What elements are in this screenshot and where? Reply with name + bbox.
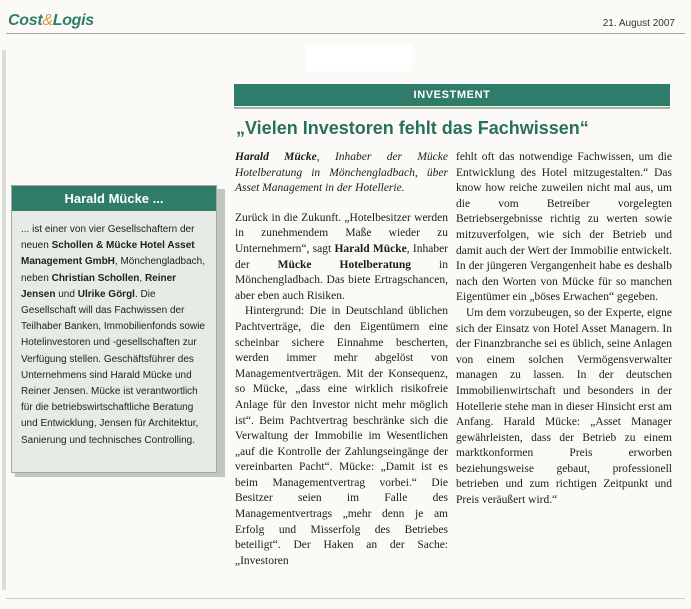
sidebar-title: Harald Mücke ... [12, 186, 216, 211]
banner-underline [234, 107, 670, 109]
article-column-2 [456, 150, 672, 509]
text-run: , [139, 272, 145, 284]
page-edge-shadow [2, 50, 6, 590]
bold-name-run: Christian Schollen [51, 272, 140, 284]
article-column-1 [235, 150, 448, 569]
article-lead [235, 150, 448, 197]
redaction-box [306, 45, 412, 71]
column-1-body [235, 211, 448, 570]
publication-logo [8, 12, 94, 30]
text-run: und [55, 288, 78, 300]
article-paragraph [235, 304, 448, 569]
issue-date: 21. August 2007 [602, 18, 675, 29]
bold-name-run: Ulrike Görgl [77, 288, 135, 300]
text-run: , Inhaber der [235, 242, 448, 271]
text-run: in Mönchengladbach. Das biete Ertragschancen, aber eben auch Risiken. [235, 258, 448, 302]
bold-name-run: Reiner Jensen [21, 272, 177, 300]
sidebar-text [21, 222, 211, 449]
text-run: Zurück in die Zukunft. „Hotelbesitzer werden in zunehmendem Maße wieder zu Unternehmern“, sagt [235, 211, 448, 255]
section-banner: INVESTMENT [234, 84, 670, 106]
text-run: , Mönchengladbach, neben [21, 256, 205, 284]
article-headline: „Vielen Investoren fehlt das Fachwissen“ [236, 118, 589, 138]
header-divider [6, 33, 685, 34]
bold-name-run: Harald Mücke [334, 242, 407, 255]
text-run: Hintergrund: Die in Deutschland üblichen Pachtverträge, die den Eigentümern eine scheinbar sichere Einnahme bescherten, werden immer mehr abgelöst von Managementverträgen. Mit der Konsequenz, so Mücke, „dass eine wirklich risikofreie Anlage für den Investor nicht mehr möglich ist“. Beim Pachtvertrag beschränke sich die Verwaltung der Immobilie im Wesentlichen „auf die Kontrolle der Zahlungseingänge der vereinbarten Pacht“. Mücke: „Damit ist es beim Managementvertrag vorbei.“ Die Besitzer seien im Falle des Managementvertrags „mehr denn je am Erfolg und Misserfolg des Betriebes beteiligt“. Der Haken an der Sache: „Investoren [235, 305, 448, 567]
profile-sidebar [11, 185, 217, 473]
logo-part-logis: Logis [52, 12, 94, 29]
logo-ampersand: & [42, 12, 53, 29]
text-run: . Die Gesellschaft will das Fachwissen der Teilhaber Banken, Immobilienfonds sowie Hotelinvestoren und -gesellschaften zur Verfügung stellen. Geschäftsführer des Unternehmens sind Harald Mücke und Reiner Jensen. Mücke ist verantwortlich für die betriebswirtschaftliche Beratung und Entwicklung, Jensen für Architektur, Sanierung und technisches Controlling. [21, 288, 205, 446]
bold-name-run: Harald Mücke [235, 151, 317, 163]
text-run: , Inhaber der Mücke Hotelberatung in Mönchengladbach, über Asset Management in der Hotellerie. [235, 151, 448, 195]
logo-part-cost: Cost [8, 12, 43, 29]
bold-name-run: Schollen & Mücke Hotel Asset Management GmbH [21, 240, 195, 268]
article-paragraph: Um dem vorzubeugen, so der Experte, eigne sich der Einsatz von Hotel Asset Managern. In der Finanzbranche sei es üblich, seine Anlagen von einem solchen Vermögensverwalter managen zu lassen. In der deutschen Immobilienwirtschaft und besonders in der Hotellerie stehe man in dieser Hinsicht erst am Anfang. Harald Mücke: „Asset Manager gewährleisten, dass der Betrieb zu einem marktkonformen Preis erworben beziehungsweise gebaut, professionell betrieben und zum richtigen Zeitpunkt und Preis veräußert wird.“ [456, 306, 672, 507]
article-paragraph: fehlt oft das notwendige Fachwissen, um die Entwicklung des Hotel mitzugestalten.“ Das know how reiche zuweilen nicht mal aus, um die vom Betreiber vorgelegten Betriebsergebnisse richtig zu werten sowie mitzuverfolgen, wie sich der Betrieb und damit auch der Wert der Immobilie entwickelt. In der jüngeren Vergangenheit habe es deshalb nach den Worten von Mücke für so manchen Eigentümer ein „böses Erwachen“ gegeben. [456, 151, 672, 304]
footer-divider [6, 598, 685, 599]
bold-name-run: Mücke Hotelberatung [277, 258, 412, 271]
article-paragraph [235, 211, 448, 305]
text-run: ... ist einer von vier Gesellschaftern der neuen [21, 224, 195, 252]
